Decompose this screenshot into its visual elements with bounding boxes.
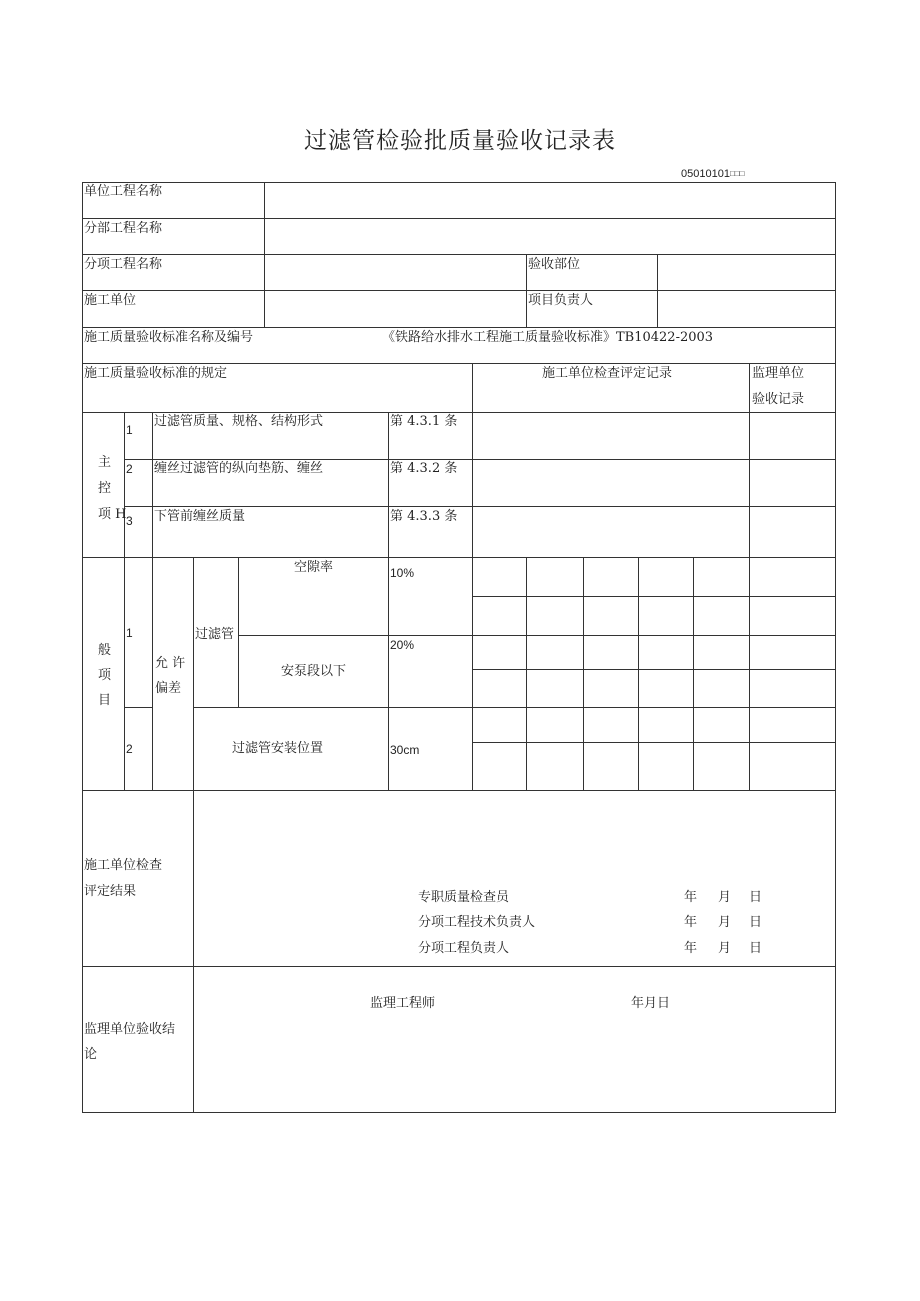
- main-item-no: 2: [126, 462, 133, 476]
- below-pump-value: 20%: [390, 638, 415, 652]
- form-code-number: 05010101: [681, 168, 730, 180]
- construction-result-label-l1: 施工单位检查: [84, 858, 163, 873]
- signer-year: 年: [684, 941, 698, 956]
- general-items-group-c1: 般: [98, 643, 112, 658]
- allowable-deviation-l1: 允 许: [155, 656, 186, 671]
- main-item-clause: 第 4.3.2 条: [390, 461, 458, 476]
- unit-project-label: 单位工程名称: [84, 184, 163, 199]
- main-item-no: 1: [126, 423, 133, 437]
- standard-label: 施工质量验收标准名称及编号: [84, 330, 254, 345]
- main-items-group-c2: 控: [98, 481, 112, 496]
- main-item-desc: 过滤管质量、规格、结构形式: [154, 414, 324, 429]
- signer-day: 日: [749, 915, 763, 930]
- general-item-no: 2: [126, 742, 133, 756]
- install-position-value: 30cm: [390, 743, 420, 757]
- division-project-label: 分部工程名称: [84, 221, 163, 236]
- general-items-group-c3: 目: [98, 693, 112, 708]
- main-item-desc: 缠丝过滤管的纵向垫筋、缠丝: [154, 461, 324, 476]
- main-item-no: 3: [126, 514, 133, 528]
- signer-role: 分项工程负责人: [418, 941, 510, 956]
- supervision-engineer-label: 监理工程师: [370, 996, 436, 1011]
- signer-role: 分项工程技术负责人: [418, 915, 536, 930]
- signer-day: 日: [749, 890, 763, 905]
- project-manager-label: 项目负责人: [528, 293, 594, 308]
- subitem-project-label: 分项工程名称: [84, 257, 163, 272]
- below-pump-label: 安泵段以下: [281, 664, 347, 679]
- standard-value: 《铁路给水排水工程施工质量验收标准》TB10422-2003: [382, 330, 714, 345]
- signer-year: 年: [684, 915, 698, 930]
- construction-result-label-l2: 评定结果: [84, 884, 137, 899]
- signer-month: 月: [718, 915, 732, 930]
- page-title: 过滤管检验批质量验收记录表: [304, 128, 616, 154]
- form-code-boxes: □□□: [729, 169, 745, 178]
- general-items-group-c2: 项: [98, 668, 112, 683]
- main-item-clause: 第 4.3.3 条: [390, 509, 458, 524]
- construction-unit-label: 施工单位: [84, 293, 137, 308]
- supervision-column-header-l2: 验收记录: [752, 392, 805, 407]
- signer-role: 专职质量检查员: [418, 890, 510, 905]
- record-column-header: 施工单位检查评定记录: [542, 366, 673, 381]
- supervision-date-label: 年月日: [631, 996, 671, 1011]
- spec-column-header: 施工质量验收标准的规定: [84, 366, 228, 381]
- filter-pipe-label: 过滤管: [195, 627, 235, 642]
- main-item-clause: 第 4.3.1 条: [390, 414, 458, 429]
- install-position-label: 过滤管安装位置: [232, 741, 324, 756]
- general-item-no: 1: [126, 626, 133, 640]
- supervision-column-header-l1: 监理单位: [752, 366, 805, 381]
- supervision-result-label-l1: 监理单位验收结: [84, 1022, 176, 1037]
- porosity-value: 10%: [390, 566, 415, 580]
- main-item-desc: 下管前缠丝质量: [154, 509, 246, 524]
- main-items-group-c3: 项 H: [98, 507, 127, 522]
- signer-month: 月: [718, 941, 732, 956]
- allowable-deviation-l2: 偏差: [155, 681, 182, 696]
- supervision-result-label-l2: 论: [84, 1047, 98, 1062]
- porosity-label: 空隙率: [294, 560, 334, 575]
- acceptance-part-label: 验收部位: [528, 257, 581, 272]
- main-items-group-c1: 主: [98, 455, 112, 470]
- signer-day: 日: [749, 941, 763, 956]
- signer-year: 年: [684, 890, 698, 905]
- signer-month: 月: [718, 890, 732, 905]
